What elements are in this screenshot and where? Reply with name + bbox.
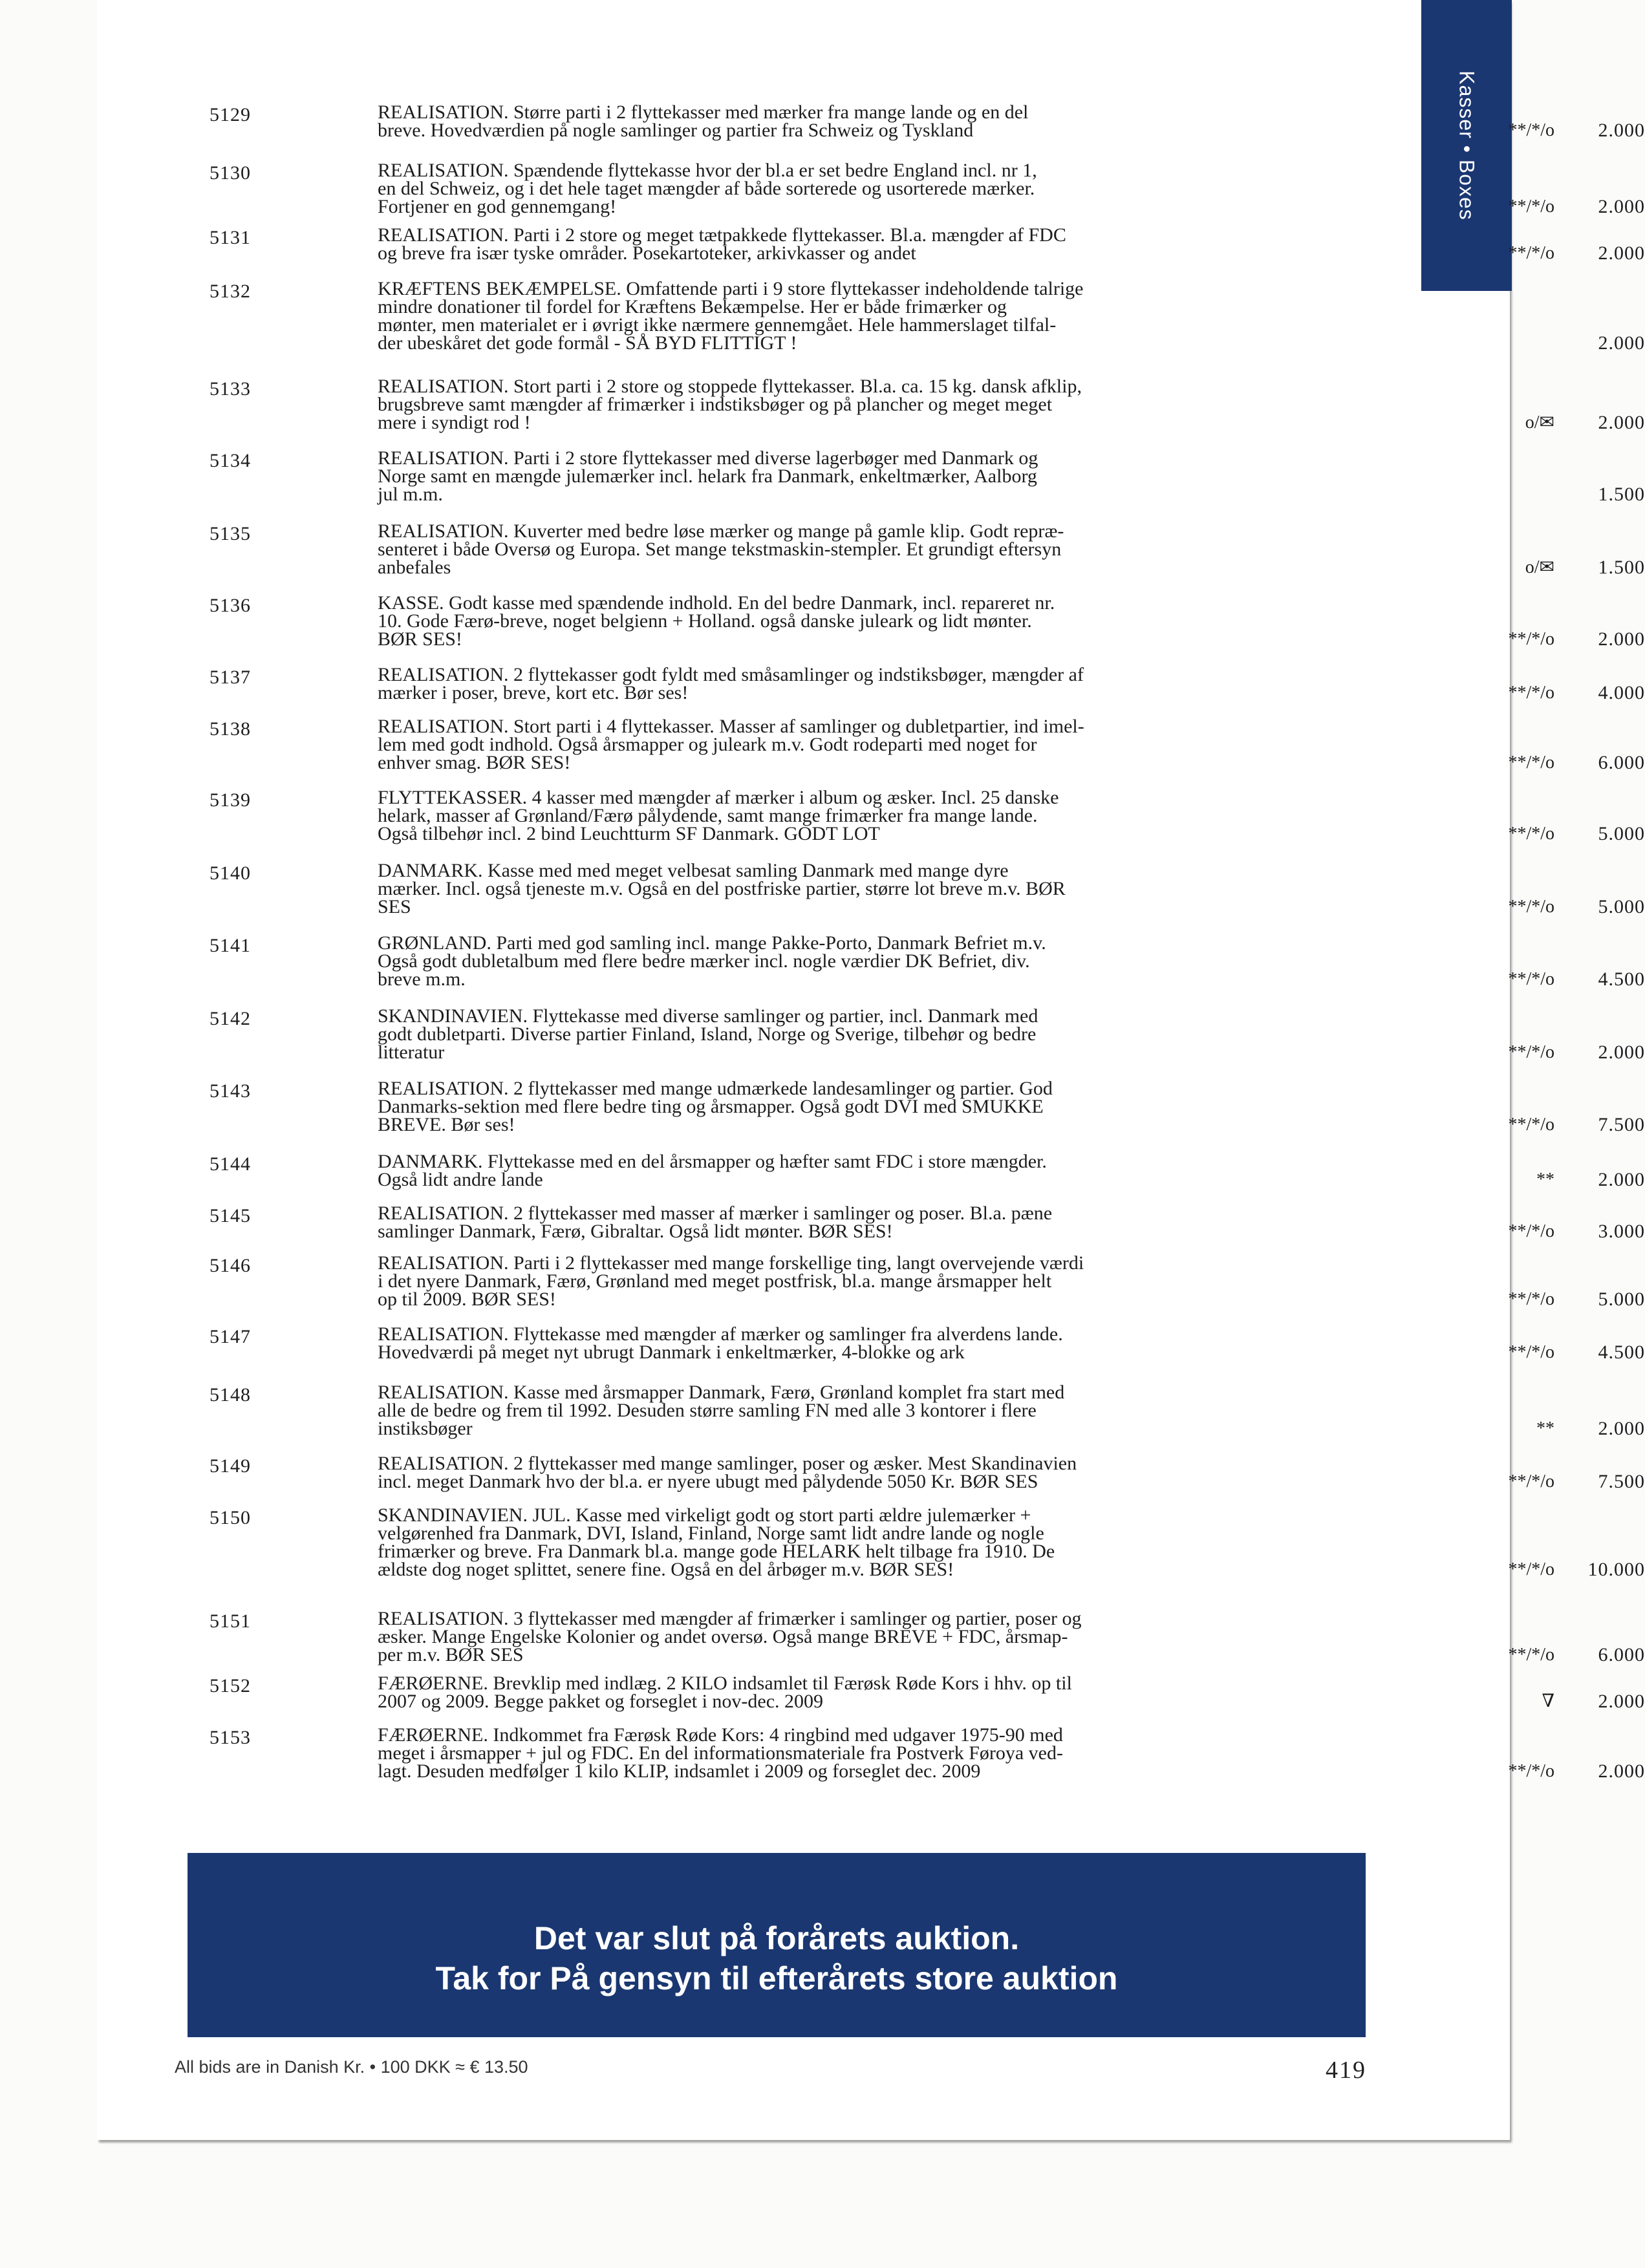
lot-condition: **/*/o: [1508, 1042, 1554, 1062]
lot-condition: **/*/o: [1508, 1289, 1554, 1309]
lot-number: 5129: [210, 104, 251, 125]
lot-condition: **/*/o: [1508, 753, 1554, 773]
lot-description: REALISATION. Parti i 2 store og meget tætpakkede flyttekasser. Bl.a. mængder af FDC og breve fra især tyske områder. Posekartoteker, arkivkasser og andet **/*/o 2.000: [378, 224, 1645, 264]
lot-price: 2.000: [1598, 1691, 1645, 1712]
lot-number: 5136: [210, 595, 251, 616]
lot-price: 5.000: [1598, 823, 1645, 844]
lot-price: 1.500: [1598, 557, 1645, 578]
banner-line-1: Det var slut på forårets auktion.: [533, 1920, 1020, 1956]
lot-description: REALISATION. 3 flyttekasser med mængder af frimærker i samlinger og partier, poser og æsker. Mange Engelske Kolonier og andet oversø. Også mange BREVE + FDC, årsmap- per m.v. BØR SES **/*/o 6.000: [378, 1608, 1645, 1665]
lot-number: 5133: [210, 378, 251, 400]
lot-price: 2.000: [1598, 1042, 1645, 1063]
lot-description: REALISATION. 2 flyttekasser med mange udmærkede landesamlinger og partier. God Danmarks-sektion med flere bedre ting og årsmapper. Også godt DVI med SMUKKE BREVE. Bør ses! **/*/o 7.500: [378, 1078, 1645, 1135]
lot-condition: **/*/o: [1508, 969, 1554, 989]
lot-condition: **/*/o: [1508, 1221, 1554, 1241]
lot-description: KASSE. Godt kasse med spændende indhold. En del bedre Danmark, incl. repareret nr. 10. Gode Færø-breve, noget belgienn + Holland. også danske juleark og lidt mønter. BØR SES! **/*/o 2.000: [378, 592, 1645, 650]
lot-description: REALISATION. Spændende flyttekasse hvor der bl.a er set bedre England incl. nr 1, en del Schweiz, og i det hele taget mængder af både sorterede og usorterede mærker. Fortjener en god gennemgang! **/*/o 2.000: [378, 160, 1645, 217]
lot-price: 2.000: [1598, 412, 1645, 433]
lot-number: 5153: [210, 1727, 251, 1748]
lot-description: FLYTTEKASSER. 4 kasser med mængder af mærker i album og æsker. Incl. 25 danske helark, masser af Grønland/Færø pålydende, samt mange frimærker fra mange lande. Også tilbehør incl. 2 bind Leuchtturm SF Danmark. GODT LOT **/*/o 5.000: [378, 787, 1645, 844]
lot-condition: **/*/o: [1508, 683, 1554, 703]
section-tab-label: Kasser • Boxes: [1455, 70, 1479, 220]
lot-description: FÆRØERNE. Brevklip med indlæg. 2 KILO indsamlet til Færøsk Røde Kors i hhv. op til 2007 og 2009. Begge pakket og forseglet i nov-dec. 2009 ∇ 2.000: [378, 1673, 1645, 1712]
lot-description: REALISATION. Stort parti i 4 flyttekasser. Masser af samlinger og dubletpartier, ind imel- lem med godt indhold. Også årsmapper og juleark m.v. Godt rodeparti med noget for enhver smag. BØR SES! **/*/o 6.000: [378, 716, 1645, 773]
lot-condition: **: [1536, 1170, 1554, 1190]
lot-number: 5141: [210, 935, 251, 956]
lot-description: KRÆFTENS BEKÆMPELSE. Omfattende parti i 9 store flyttekasser indeholdende talrige mindre donationer til fordel for Kræftens Bekæmpelse. Her er både frimærker og mønter, men materialet er i øvrigt ikke nærmere gennemgået. Hele hammerslaget tilfal- der ubeskåret det gode formål - SÅ BYD FLITTIGT ! 2.000: [378, 278, 1645, 354]
lot-number: 5149: [210, 1455, 251, 1477]
lot-price: 2.000: [1598, 1760, 1645, 1782]
lot-description: REALISATION. Parti i 2 flyttekasser med mange forskellige ting, langt overvejende værdi i det nyere Danmark, Færø, Grønland med meget postfrisk, bl.a. mange årsmapper helt op til 2009. BØR SES! **/*/o 5.000: [378, 1252, 1645, 1310]
lot-number: 5148: [210, 1384, 251, 1406]
lot-description: REALISATION. 2 flyttekasser med masser af mærker i samlinger og poser. Bl.a. pæne samlinger Danmark, Færø, Gibraltar. Også lidt mønter. BØR SES! **/*/o 3.000: [378, 1203, 1645, 1242]
lot-condition: **: [1536, 1418, 1554, 1439]
lot-number: 5144: [210, 1153, 251, 1175]
lot-price: 4.000: [1598, 682, 1645, 703]
lot-price: 6.000: [1598, 1644, 1645, 1665]
lot-description: REALISATION. Kasse med årsmapper Danmark, Færø, Grønland komplet fra start med alle de bedre og frem til 1992. Desuden større samling FN med alle 3 kontorer i flere instiksbøger ** 2.000: [378, 1382, 1645, 1439]
lot-number: 5145: [210, 1205, 251, 1226]
lot-number: 5142: [210, 1008, 251, 1029]
lot-number: 5143: [210, 1080, 251, 1102]
lot-description: GRØNLAND. Parti med god samling incl. mange Pakke-Porto, Danmark Befriet m.v. Også godt dubletalbum med flere bedre mærker incl. nogle værdier DK Befriet, div. breve m.m. **/*/o 4.500: [378, 932, 1645, 990]
lot-number: 5130: [210, 162, 251, 184]
lot-condition: **/*/o: [1508, 243, 1554, 263]
lot-description: REALISATION. Stort parti i 2 store og stoppede flyttekasser. Bl.a. ca. 15 kg. dansk afklip, brugsbreve samt mængder af frimærker i indstiksbøger og på plancher og meget meget mere i syndigt rod ! o/✉ 2.000: [378, 376, 1645, 433]
lot-number: 5138: [210, 718, 251, 740]
lot-condition: o/✉: [1525, 412, 1554, 433]
page-number: 419: [1326, 2057, 1366, 2084]
lot-condition: **/*/o: [1508, 120, 1554, 140]
lot-number: 5140: [210, 862, 251, 884]
lot-number: 5137: [210, 667, 251, 688]
lot-price: 5.000: [1598, 896, 1645, 917]
lot-price: 2.000: [1598, 120, 1645, 141]
lot-price: 6.000: [1598, 752, 1645, 773]
lot-number: 5134: [210, 450, 251, 471]
lot-description: FÆRØERNE. Indkommet fra Færøsk Røde Kors: 4 ringbind med udgaver 1975-90 med meget i årsmapper + jul og FDC. En del informationsmateriale fra Postverk Føroya ved- lagt. Desuden medfølger 1 kilo KLIP, indsamlet i 2009 og forseglet dec. 2009 **/*/o 2.000: [378, 1724, 1645, 1782]
lot-description: REALISATION. Kuverter med bedre løse mærker og mange på gamle klip. Godt repræ- senteret i både Oversø og Europa. Set mange tekstmaskin-stempler. Et grundigt eftersyn anbefales o/✉ 1.500: [378, 520, 1645, 578]
lot-condition: **/*/o: [1508, 824, 1554, 844]
banner-line-2: Tak for På gensyn til efterårets store auktion: [435, 1960, 1118, 1996]
lot-description: REALISATION. 2 flyttekasser godt fyldt med småsamlinger og indstiksbøger, mængder af mærker i poser, breve, kort etc. Bør ses! **/*/o 4.000: [378, 664, 1645, 703]
lot-number: 5150: [210, 1507, 251, 1528]
lot-number: 5146: [210, 1255, 251, 1276]
lot-description: REALISATION. Flyttekasse med mængder af mærker og samlinger fra alverdens lande. Hovedværdi på meget nyt ubrugt Danmark i enkeltmærker, 4-blokke og ark **/*/o 4.500: [378, 1323, 1645, 1363]
lot-condition: **/*/o: [1508, 1471, 1554, 1492]
currency-note: All bids are in Danish Kr. • 100 DKK ≈ € 13.50: [175, 2057, 528, 2077]
lot-condition: **/*/o: [1508, 897, 1554, 917]
lot-condition: ∇: [1542, 1691, 1554, 1711]
lot-number: 5152: [210, 1675, 251, 1696]
lot-number: 5135: [210, 523, 251, 544]
lot-number: 5151: [210, 1610, 251, 1632]
lot-description: SKANDINAVIEN. Flyttekasse med diverse samlinger og partier, incl. Danmark med godt dubletparti. Diverse partier Finland, Island, Norge og Sverige, tilbehør og bedre litteratur **/*/o 2.000: [378, 1005, 1645, 1063]
lot-price: 2.000: [1598, 628, 1645, 650]
lot-condition: **/*/o: [1508, 1645, 1554, 1665]
lot-price: 7.500: [1598, 1471, 1645, 1492]
lot-price: 2.000: [1598, 332, 1645, 354]
lot-description: SKANDINAVIEN. JUL. Kasse med virkeligt godt og stort parti ældre julemærker + velgørenhed fra Danmark, DVI, Island, Finland, Norge samt lidt andre lande og nogle frimærker og breve. Fra Danmark bl.a. mange gode HELARK helt tilbage fra 1910. De ældste dog noget splittet, senere fine. Også en del årbøger m.v. BØR SES! **/*/o 10.000: [378, 1504, 1645, 1580]
lot-price: 2.000: [1598, 1418, 1645, 1439]
lot-price: 3.000: [1598, 1221, 1645, 1242]
lot-description: REALISATION. Større parti i 2 flyttekasser med mærker fra mange lande og en del breve. Hovedværdien på nogle samlinger og partier fra Schweiz og Tyskland **/*/o 2.000: [378, 102, 1645, 141]
lot-description: REALISATION. Parti i 2 store flyttekasser med diverse lagerbøger med Danmark og Norge samt en mængde julemærker incl. helark fra Danmark, enkeltmærker, Aalborg jul m.m. 1.500: [378, 447, 1645, 505]
closing-banner: [188, 1853, 1366, 2037]
lot-condition: **/*/o: [1508, 1559, 1554, 1579]
lot-price: 1.500: [1598, 484, 1645, 505]
lot-price: 5.000: [1598, 1289, 1645, 1310]
lot-condition: **/*/o: [1508, 1761, 1554, 1781]
lot-price: 2.000: [1598, 242, 1645, 264]
lot-price: 2.000: [1598, 1169, 1645, 1190]
lot-price: 4.500: [1598, 968, 1645, 990]
lot-condition: **/*/o: [1508, 1115, 1554, 1135]
lot-condition: **/*/o: [1508, 1342, 1554, 1362]
lot-number: 5132: [210, 281, 251, 302]
lot-price: 2.000: [1598, 196, 1645, 217]
lot-number: 5147: [210, 1326, 251, 1347]
lot-price: 10.000: [1587, 1559, 1645, 1580]
lot-condition: **/*/o: [1508, 197, 1554, 217]
lot-price: 7.500: [1598, 1114, 1645, 1135]
lot-condition: o/✉: [1525, 557, 1554, 577]
lot-description: DANMARK. Kasse med med meget velbesat samling Danmark med mange dyre mærker. Incl. også tjeneste m.v. Også en del postfriske partier, større lot breve m.v. BØR SES **/*/o 5.000: [378, 860, 1645, 917]
lot-number: 5139: [210, 789, 251, 811]
lot-description: DANMARK. Flyttekasse med en del årsmapper og hæfter samt FDC i store mængder. Også lidt andre lande ** 2.000: [378, 1151, 1645, 1190]
lot-number: 5131: [210, 227, 251, 248]
lot-price: 4.500: [1598, 1342, 1645, 1363]
lot-condition: **/*/o: [1508, 629, 1554, 649]
lot-description: REALISATION. 2 flyttekasser med mange samlinger, poser og æsker. Mest Skandinavien incl. meget Danmark hvo der bl.a. er nyere ubugt med pålydende 5050 Kr. BØR SES **/*/o 7.500: [378, 1453, 1645, 1492]
